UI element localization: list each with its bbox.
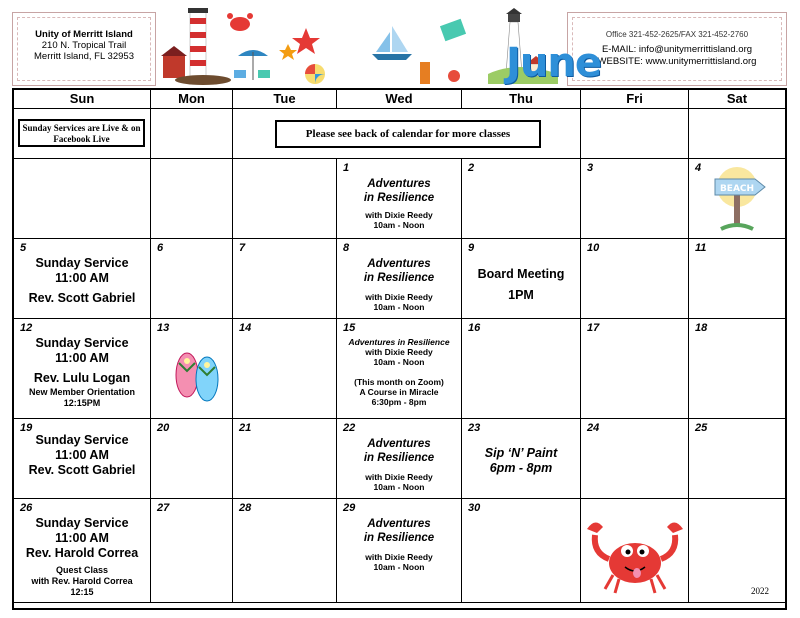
website-text: WEBSITE: www.unitymerrittisland.org <box>597 56 757 67</box>
day-header-thu: Thu <box>462 90 581 108</box>
day-number: 5 <box>20 242 27 254</box>
address-box <box>12 12 156 86</box>
day-cell-6 <box>151 238 233 318</box>
event-host: with Dixie Reedy <box>365 552 433 562</box>
address-block <box>13 29 155 62</box>
day-number: 20 <box>157 422 170 434</box>
day-number: 9 <box>468 242 475 254</box>
event-time: 10am - Noon <box>373 357 425 367</box>
event-detail <box>337 292 461 312</box>
event-title-line: in Resilience <box>363 532 435 544</box>
event-title: Sunday Service <box>35 256 129 270</box>
sip-n-paint-event <box>462 446 580 476</box>
day-cell-10 <box>581 238 689 318</box>
day-cell-8 <box>337 238 462 318</box>
day-number: 17 <box>587 322 600 334</box>
flip-flops-icon <box>171 349 225 405</box>
day-cell-7 <box>233 238 337 318</box>
day-cell-14 <box>233 318 337 418</box>
day-number: 12 <box>20 322 33 334</box>
event-speaker: Rev. Lulu Logan <box>33 371 131 385</box>
day-cell-19 <box>14 418 151 498</box>
day-cell-16 <box>462 318 581 418</box>
day-number: 3 <box>587 162 594 174</box>
notes-cell-sun <box>14 108 151 158</box>
notes-cell-mon <box>151 108 233 158</box>
notes-cell-mid <box>233 108 581 158</box>
event-detail <box>337 472 461 492</box>
day-cell-21 <box>233 418 337 498</box>
day-number: 28 <box>239 502 252 514</box>
event-title: Board Meeting <box>477 267 565 281</box>
day-cell-18 <box>689 318 785 418</box>
day-number: 11 <box>695 242 707 254</box>
event-time: 11:00 AM <box>55 351 109 365</box>
day-cell-12 <box>14 318 151 418</box>
day-number: 8 <box>343 242 350 254</box>
banner-art-icon <box>158 4 566 88</box>
day-cell-13 <box>151 318 233 418</box>
june-banner <box>158 4 601 88</box>
day-number: 6 <box>157 242 164 254</box>
day-number: 23 <box>468 422 481 434</box>
day-cell-empty <box>151 158 233 238</box>
day-cell-2 <box>462 158 581 238</box>
day-cell-3 <box>581 158 689 238</box>
event-time: 12:15PM <box>63 398 101 408</box>
day-number: 14 <box>239 322 252 334</box>
day-header-sat: Sat <box>726 91 748 106</box>
event-title: Adventures in Resilience <box>348 337 450 347</box>
event-speaker: Rev. Scott Gabriel <box>28 463 136 477</box>
day-cell-4 <box>689 158 785 238</box>
notes-cell-sat <box>689 108 785 158</box>
event-detail <box>337 210 461 230</box>
event-time: 1PM <box>508 288 534 302</box>
event-host: with Dixie Reedy <box>365 292 433 302</box>
event-time: 11:00 AM <box>55 531 109 545</box>
event-title: Sip ‘N’ Paint <box>484 446 558 460</box>
day-cell-24 <box>581 418 689 498</box>
board-meeting-event <box>462 267 580 303</box>
event-host: with Dixie Reedy <box>365 210 433 220</box>
day-cell-empty <box>689 498 785 602</box>
phone-text: Office 321-452-2625/FAX 321-452-2760 <box>605 30 749 39</box>
event-time: 10am - Noon <box>373 302 425 312</box>
crab-icon <box>583 513 687 595</box>
day-cell-17 <box>581 318 689 418</box>
beach-sign-text: BEACH <box>719 184 755 194</box>
event-time: 11:00 AM <box>55 271 109 285</box>
day-number: 16 <box>468 322 481 334</box>
year-label: 2022 <box>751 586 769 596</box>
event-title-line: in Resilience <box>363 452 435 464</box>
event-speaker: Rev. Scott Gabriel <box>28 291 136 305</box>
day-number: 10 <box>587 242 600 254</box>
event-host: with Rev. Harold Correa <box>31 576 133 586</box>
day-cell-28 <box>233 498 337 602</box>
day-number: 30 <box>468 502 481 514</box>
more-classes-note: Please see back of calendar for more classes <box>275 120 541 148</box>
event-title <box>337 517 461 545</box>
event-title-line: Adventures <box>367 258 431 270</box>
day-cell-5 <box>14 238 151 318</box>
event-title: Quest Class <box>55 565 109 575</box>
event-title-line: Adventures <box>367 518 431 530</box>
day-cell-9 <box>462 238 581 318</box>
day-number: 26 <box>20 502 33 514</box>
address-line-2: Merritt Island, FL 32953 <box>34 51 134 62</box>
event-title: A Course in Miracle <box>359 387 439 397</box>
event-time: 10am - Noon <box>373 562 425 572</box>
event-detail <box>337 552 461 572</box>
day-cell-23 <box>462 418 581 498</box>
live-services-note: Sunday Services are Live & on Facebook Live <box>18 119 145 147</box>
day-number: 19 <box>20 422 33 434</box>
day-number: 21 <box>239 422 252 434</box>
event-title <box>337 437 461 465</box>
sunday-service-event <box>14 433 150 478</box>
day-header-tue: Tue <box>233 90 337 108</box>
day-number: 13 <box>157 322 170 334</box>
orientation-event <box>14 387 150 409</box>
day-cell-empty <box>14 158 151 238</box>
day-cell-20 <box>151 418 233 498</box>
event-time: 6:30pm - 8pm <box>371 397 427 407</box>
calendar-grid <box>12 88 787 610</box>
day-cell-30 <box>462 498 581 602</box>
sunday-service-event <box>14 516 150 561</box>
event-time: 12:15 <box>70 587 94 597</box>
sunday-service-event <box>14 256 150 306</box>
day-number: 27 <box>157 502 170 514</box>
event-host: with Dixie Reedy <box>365 347 433 357</box>
resilience-event <box>337 337 461 367</box>
email-text: E-MAIL: info@unitymerrittisland.org <box>601 44 753 55</box>
day-number: 2 <box>468 162 475 174</box>
day-cell-empty <box>233 158 337 238</box>
event-title: Sunday Service <box>35 336 129 350</box>
event-time: 11:00 AM <box>55 448 109 462</box>
day-cell-27 <box>151 498 233 602</box>
day-number: 25 <box>695 422 708 434</box>
day-number: 15 <box>343 322 356 334</box>
event-title-line: in Resilience <box>363 272 435 284</box>
event-title: Sunday Service <box>35 516 129 530</box>
event-host: with Dixie Reedy <box>365 472 433 482</box>
day-number: 18 <box>695 322 708 334</box>
day-header-fri: Fri <box>581 90 689 108</box>
notes-cell-fri <box>581 108 689 158</box>
day-number: 1 <box>343 162 350 174</box>
event-time: 6pm - 8pm <box>489 461 553 475</box>
event-time: 10am - Noon <box>373 220 425 230</box>
course-event <box>337 377 461 407</box>
day-cell-15 <box>337 318 462 418</box>
event-title <box>337 257 461 285</box>
event-title-line: Adventures <box>367 438 431 450</box>
day-number: 4 <box>695 162 702 174</box>
beach-sign-icon <box>707 163 769 233</box>
day-cell-25 <box>689 418 785 498</box>
day-number: 24 <box>587 422 600 434</box>
org-name: Unity of Merritt Island <box>35 29 133 40</box>
event-title-line: in Resilience <box>363 192 435 204</box>
day-cell-29 <box>337 498 462 602</box>
sunday-service-event <box>14 336 150 386</box>
quest-class-event <box>14 565 150 598</box>
event-title <box>337 177 461 205</box>
event-title: Sunday Service <box>35 433 129 447</box>
address-line-1: 210 N. Tropical Trail <box>41 40 127 51</box>
day-cell-11 <box>689 238 785 318</box>
event-time: 10am - Noon <box>373 482 425 492</box>
day-cell-26 <box>14 498 151 602</box>
event-note: (This month on Zoom) <box>354 377 444 387</box>
day-header-sun: Sun <box>14 90 151 108</box>
day-number: 29 <box>343 502 356 514</box>
bottom-divider <box>14 602 785 603</box>
day-header-wed: Wed <box>337 90 462 108</box>
day-cell-22 <box>337 418 462 498</box>
day-cell-empty <box>581 498 689 602</box>
day-number: 7 <box>239 242 246 254</box>
month-title: June <box>506 40 601 86</box>
event-title-line: Adventures <box>367 178 431 190</box>
day-number: 22 <box>343 422 356 434</box>
event-speaker: Rev. Harold Correa <box>25 546 139 560</box>
day-cell-1 <box>337 158 462 238</box>
day-header-mon: Mon <box>151 90 233 108</box>
event-title: New Member Orientation <box>28 387 136 397</box>
